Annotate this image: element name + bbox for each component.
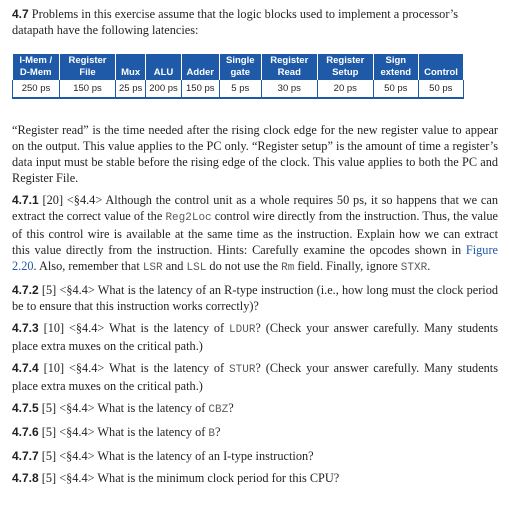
header-control: Control <box>418 54 463 80</box>
header-imem-dmem: I-Mem / D-Mem <box>13 54 60 80</box>
figure-link[interactable]: Figure 2.20 <box>12 243 498 273</box>
exercise-intro <box>12 6 498 38</box>
question-4-7-4: 4.7.4 [10] <§4.4> What is the latency of STUR? (Check your answer carefully. Many students place extra muxes on the critical path.) <box>12 361 498 393</box>
code-reg2loc: Reg2Loc <box>165 212 212 224</box>
code-stur: STUR <box>229 364 256 376</box>
latency-table <box>12 54 464 99</box>
question-4-7-5: 4.7.5 [5] <§4.4> What is the latency of CBZ? <box>12 401 234 416</box>
table-cell: 250 ps <box>13 80 60 98</box>
latency-table-value-row <box>13 80 464 98</box>
code-lsl: LSL <box>186 262 207 274</box>
exercise-body <box>12 122 498 492</box>
question-number: 4.7.1 <box>12 193 39 207</box>
table-cell: 50 ps <box>373 80 418 98</box>
header-single-gate: Single gate <box>219 54 261 80</box>
code-b: B <box>208 428 216 440</box>
latency-table-header-row <box>13 54 464 80</box>
table-cell: 150 ps <box>60 80 116 98</box>
question-number: 4.7.3 <box>12 321 39 335</box>
code-lsr: LSR <box>142 262 163 274</box>
question-4-7-8: 4.7.8 [5] <§4.4> What is the minimum clock period for this CPU? <box>12 471 340 485</box>
header-mux: Mux <box>116 54 146 80</box>
table-cell: 200 ps <box>146 80 182 98</box>
table-cell: 30 ps <box>261 80 317 98</box>
exercise-intro-text: Problems in this exercise assume that the logic blocks used to implement a processor’s datapath have the following latencies: <box>12 7 459 37</box>
table-cell: 20 ps <box>317 80 373 98</box>
header-register-file: Register File <box>60 54 116 80</box>
table-cell: 25 ps <box>116 80 146 98</box>
table-cell: 50 ps <box>418 80 463 98</box>
table-cell: 150 ps <box>181 80 219 98</box>
header-sign-extend: Sign extend <box>373 54 418 80</box>
code-ldur: LDUR <box>229 324 256 336</box>
question-4-7-1: 4.7.1 [20] <§4.4> Although the control unit as a whole requires 50 ps, it so happens that we can extract the correct value of the Reg2Loc control wire directly from the instruction. Thus, the value of this control wire is available at the same time as the instruction. Explain how we can extract this value directly from the instruction. Hints: Carefully examine the opcodes shown in Figure 2.20. Also, remember that LSR and LSL do not use the Rm field. Finally, ignore STXR. <box>12 193 498 274</box>
code-cbz: CBZ <box>208 404 229 416</box>
header-register-read: Register Read <box>261 54 317 80</box>
question-number: 4.7.8 <box>12 471 39 485</box>
table-cell: 5 ps <box>219 80 261 98</box>
question-number: 4.7.7 <box>12 449 39 463</box>
exercise-number: 4.7 <box>12 7 29 21</box>
header-adder: Adder <box>181 54 219 80</box>
question-4-7-6: 4.7.6 [5] <§4.4> What is the latency of B? <box>12 425 221 440</box>
register-definition-paragraph: “Register read” is the time needed after the rising clock edge for the new register value to appear on the output. This value applies to the PC only. “Register setup” is the amount of time a register’s data input must be stable before the rising edge of the clock. This value applies to both the PC and Register File. <box>12 123 498 185</box>
question-number: 4.7.5 <box>12 401 39 415</box>
code-stxr: STXR <box>400 262 428 274</box>
question-number: 4.7.4 <box>12 361 39 375</box>
question-number: 4.7.6 <box>12 425 39 439</box>
question-4-7-3: 4.7.3 [10] <§4.4> What is the latency of LDUR? (Check your answer carefully. Many students place extra muxes on the critical path.) <box>12 321 498 353</box>
question-4-7-2: 4.7.2 [5] <§4.4> What is the latency of an R-type instruction (i.e., how long must the clock period be to ensure that this instruction works correctly)? <box>12 283 498 313</box>
question-4-7-7: 4.7.7 [5] <§4.4> What is the latency of an I-type instruction? <box>12 449 314 463</box>
header-register-setup: Register Setup <box>317 54 373 80</box>
header-alu: ALU <box>146 54 182 80</box>
question-number: 4.7.2 <box>12 283 39 297</box>
code-rm: Rm <box>281 262 295 274</box>
